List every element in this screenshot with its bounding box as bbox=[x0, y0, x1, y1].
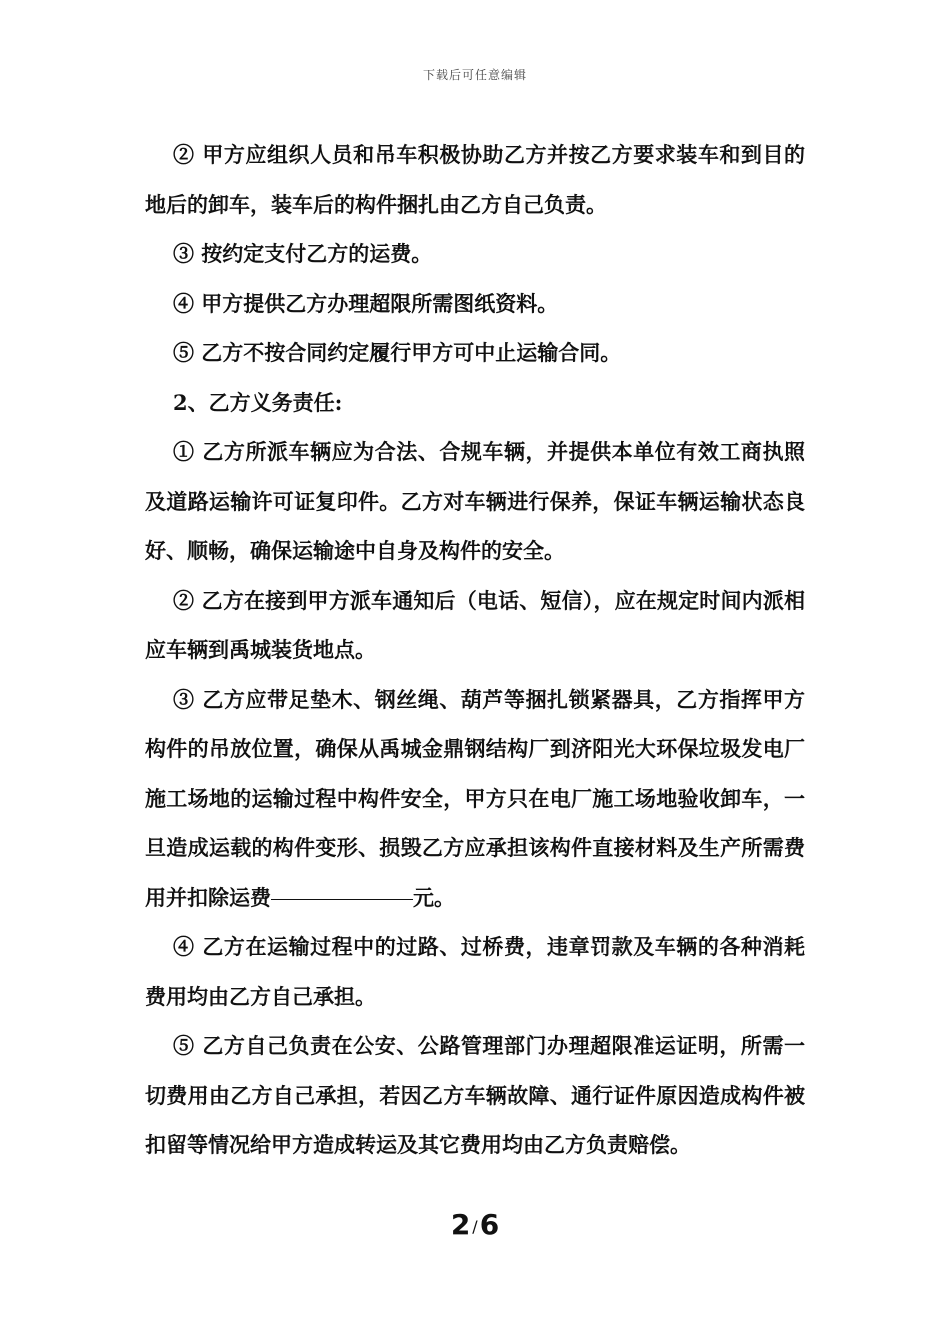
document-body bbox=[145, 130, 805, 1170]
clause-b3-unit: 元。 bbox=[413, 884, 455, 910]
paragraph-clause-b4: ④ 乙方在运输过程中的过路、过桥费，违章罚款及车辆的各种消耗费用均由乙方自己承担。 bbox=[145, 934, 805, 1009]
paragraph-clause-a5: ⑤ 乙方不按合同约定履行甲方可中止运输合同。 bbox=[173, 340, 622, 365]
paragraph-clause-a3: ③ 按约定支付乙方的运费。 bbox=[173, 241, 433, 266]
paragraph-clause-b5: ⑤ 乙方自己负责在公安、公路管理部门办理超限准运证明，所需一切费用由乙方自己承担，若因乙方车辆故障、通行证件原因造成构件被扣留等情况给甲方造成转运及其它费用均由乙方负责赔偿。 bbox=[145, 1033, 805, 1157]
clause-b3-text: ③ 乙方应带足垫木、钢丝绳、葫芦等捆扎锁紧器具，乙方指挥甲方构件的吊放位置，确保从禹城金鼎钢结构厂到济阳光大环保垃圾发电厂施工场地的运输过程中构件安全，甲方只在电厂施工场地验收卸车，一旦造成运载的构件变形、损毁乙方应承担该构件直接材料及生产所需费用并扣除运费 bbox=[145, 686, 805, 910]
paragraph-clause-b2: ② 乙方在接到甲方派车通知后（电话、短信），应在规定时间内派相应车辆到禹城装货地点。 bbox=[145, 587, 805, 662]
paragraph-clause-b1: ① 乙方所派车辆应为合法、合规车辆，并提供本单位有效工商执照及道路运输许可证复印件。乙方对车辆进行保养，保证车辆运输状态良好、顺畅，确保运输途中自身及构件的安全。 bbox=[145, 439, 805, 563]
section-heading-party-b: 2、乙方义务责任: bbox=[173, 389, 343, 415]
paragraph-clause-a4: ④ 甲方提供乙方办理超限所需图纸资料。 bbox=[173, 290, 559, 316]
total-pages: 6 bbox=[479, 1208, 500, 1241]
paragraph-clause-b3 bbox=[145, 675, 805, 923]
fee-blank-line bbox=[271, 899, 413, 900]
header-note: 下载后可任意编辑 bbox=[422, 68, 527, 82]
paragraph-clause-a2: ② 甲方应组织人员和吊车积极协助乙方并按乙方要求装车和到目的地后的卸车，装车后的构件捆扎由乙方自己负责。 bbox=[145, 142, 805, 217]
page-number bbox=[0, 1208, 950, 1241]
page-separator: / bbox=[472, 1217, 478, 1236]
current-page: 2 bbox=[450, 1208, 471, 1241]
